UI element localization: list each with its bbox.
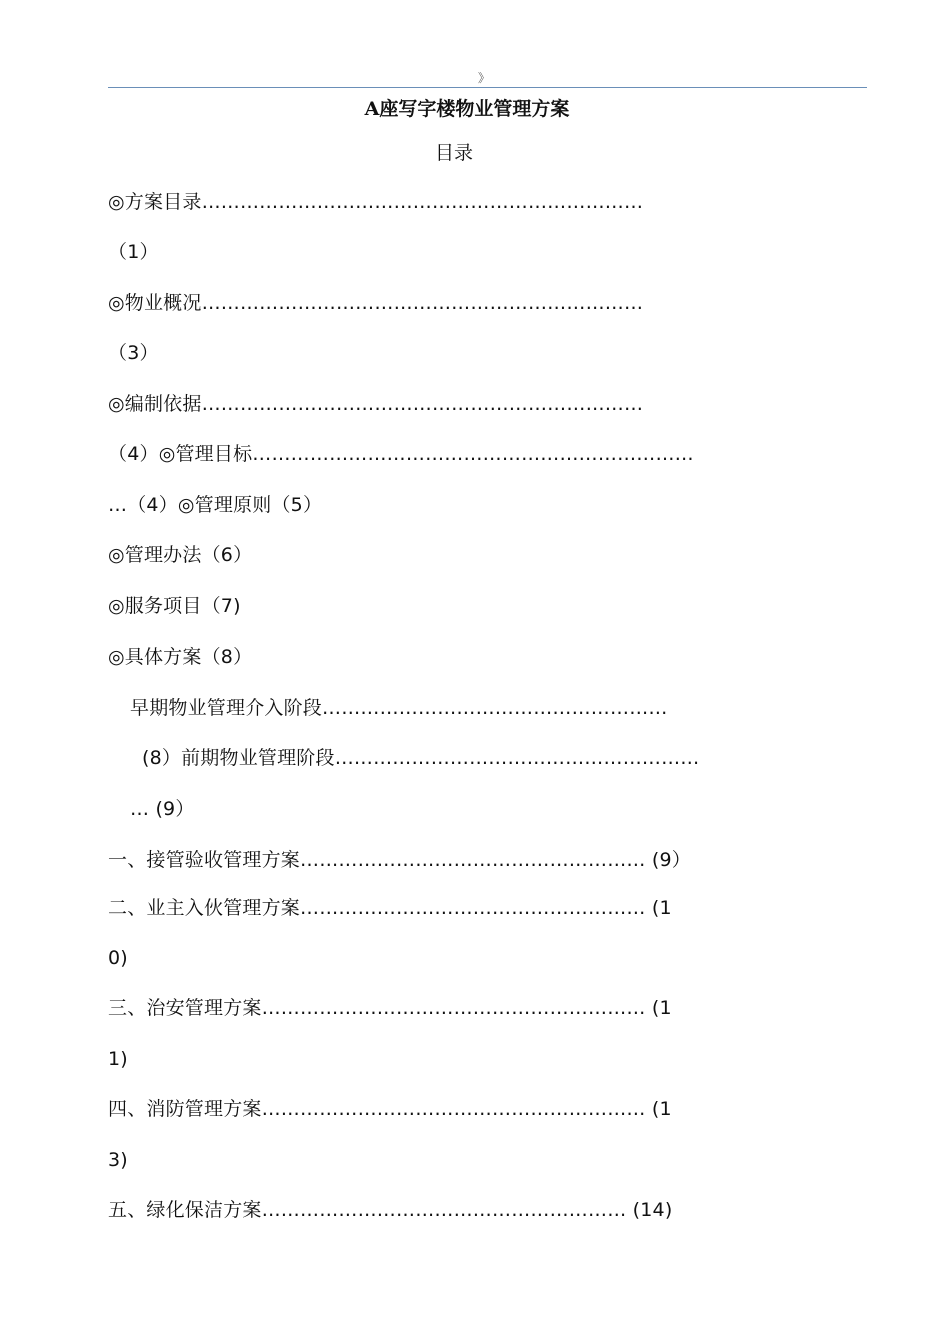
- toc-line: （4）◎管理目标……………………………………………………………: [108, 443, 694, 465]
- toc-line: 三、治安管理方案…………………………………………………… (1: [108, 997, 672, 1019]
- header-rule: [108, 87, 867, 88]
- toc-line: ◎管理办法（6）: [108, 544, 253, 566]
- toc-line: (8）前期物业管理阶段…………………………………………………: [142, 747, 700, 769]
- toc-line: 早期物业管理介入阶段………………………………………………: [130, 697, 668, 719]
- toc-heading: 目录: [434, 142, 473, 164]
- toc-line: ◎编制依据……………………………………………………………: [108, 393, 644, 415]
- document-title: A座写字楼物业管理方案: [364, 98, 570, 120]
- toc-line: … (9）: [130, 798, 195, 820]
- toc-line: 四、消防管理方案…………………………………………………… (1: [108, 1098, 672, 1120]
- toc-line: …（4）◎管理原则（5）: [108, 494, 323, 516]
- toc-line: 0): [108, 947, 128, 969]
- toc-line: （3）: [108, 342, 159, 364]
- toc-line: ◎物业概况……………………………………………………………: [108, 292, 644, 314]
- header-mark: 》: [478, 71, 491, 85]
- toc-line: ◎方案目录……………………………………………………………: [108, 191, 644, 213]
- toc-line: 1): [108, 1048, 128, 1070]
- toc-line: （1）: [108, 241, 159, 263]
- toc-line: 二、业主入伙管理方案……………………………………………… (1: [108, 897, 672, 919]
- toc-line: 一、接管验收管理方案……………………………………………… (9）: [108, 849, 691, 871]
- toc-line: ◎具体方案（8）: [108, 646, 253, 668]
- toc-line: ◎服务项目（7): [108, 595, 241, 617]
- toc-line: 3): [108, 1149, 128, 1171]
- toc-line: 五、绿化保洁方案………………………………………………… (14): [108, 1199, 673, 1221]
